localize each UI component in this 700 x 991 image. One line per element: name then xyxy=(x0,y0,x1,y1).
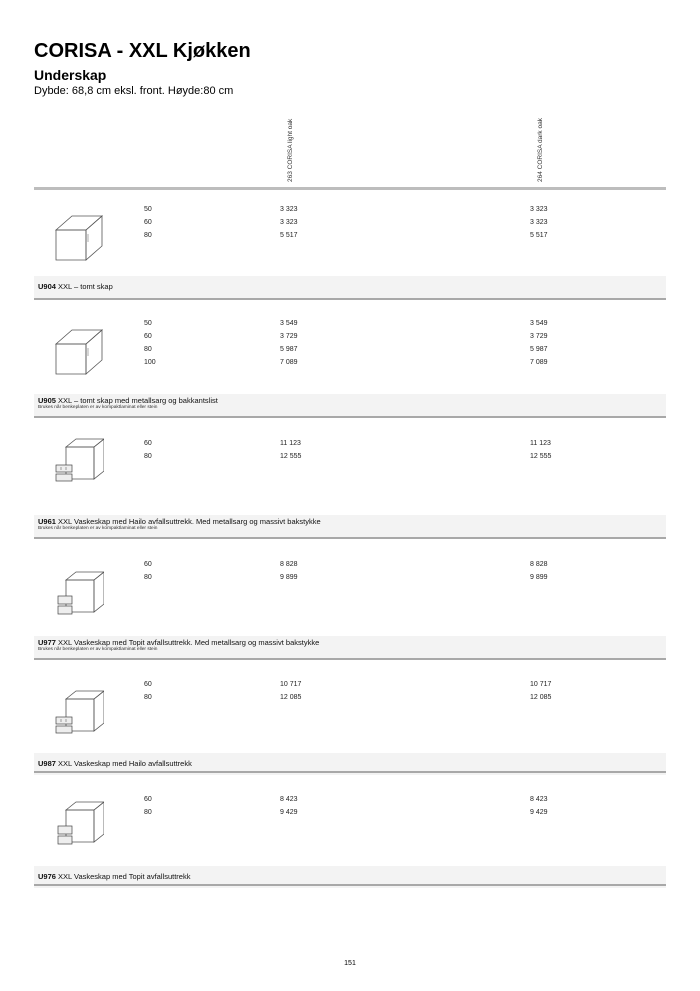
product-name: XXL Vaskeskap med Hailo avfallsuttrekk. Med metallsarg og massivt bakstykke xyxy=(55,517,321,526)
price-dark-oak: 12 085 xyxy=(530,694,552,701)
product-section-u905 xyxy=(34,310,666,420)
section-divider xyxy=(34,416,666,418)
price-light-oak: 9 429 xyxy=(280,809,298,816)
product-section-u976 xyxy=(34,786,666,890)
price-light-oak: 3 323 xyxy=(280,219,298,226)
price-light-oak: 3 323 xyxy=(280,206,298,213)
price-dark-oak: 8 423 xyxy=(530,796,548,803)
product-name: XXL – tomt skap xyxy=(55,282,113,291)
product-caption xyxy=(38,517,321,526)
price-light-oak: 5 987 xyxy=(280,346,298,353)
price-light-oak: 12 085 xyxy=(280,694,302,701)
width-value: 50 xyxy=(144,320,152,327)
width-value: 60 xyxy=(144,796,152,803)
price-light-oak: 3 549 xyxy=(280,320,298,327)
price-light-oak: 11 123 xyxy=(280,440,301,447)
caption-background xyxy=(34,276,666,298)
price-light-oak: 5 517 xyxy=(280,232,298,239)
price-light-oak: 3 729 xyxy=(280,333,298,340)
column-header-light-oak: 263 CORISA light oak xyxy=(287,118,294,182)
price-dark-oak: 10 717 xyxy=(530,681,552,688)
product-caption xyxy=(38,396,218,405)
product-code: U904 xyxy=(38,282,56,291)
width-value: 80 xyxy=(144,574,152,581)
width-value: 80 xyxy=(144,232,152,239)
product-code: U976 xyxy=(38,872,56,881)
section-divider xyxy=(34,771,666,773)
width-value: 80 xyxy=(144,694,152,701)
section-divider xyxy=(34,298,666,300)
price-dark-oak: 3 549 xyxy=(530,320,548,327)
price-dark-oak: 12 555 xyxy=(530,453,552,460)
sink-cabinet-hailo-icon xyxy=(52,435,104,485)
width-value: 80 xyxy=(144,346,152,353)
column-header-dark-oak: 264 CORISA dark oak xyxy=(537,118,544,182)
product-code: U977 xyxy=(38,638,56,647)
section-divider xyxy=(34,658,666,660)
product-name: XXL – tomt skap med metallsarg og bakkantslist xyxy=(55,396,218,405)
width-value: 80 xyxy=(144,809,152,816)
width-value: 60 xyxy=(144,333,152,340)
product-caption xyxy=(38,282,113,291)
product-code: U961 xyxy=(38,517,56,526)
price-dark-oak: 5 517 xyxy=(530,232,548,239)
product-note: Brukes når benkeplaten er av kompaktlaminat eller stein xyxy=(38,405,158,410)
price-dark-oak: 7 089 xyxy=(530,359,548,366)
sink-cabinet-topit-icon xyxy=(52,798,104,848)
product-section-u961 xyxy=(34,431,666,541)
product-section-u977 xyxy=(34,552,666,662)
price-dark-oak: 9 899 xyxy=(530,574,548,581)
page-number: 151 xyxy=(344,960,356,967)
width-value: 60 xyxy=(144,561,152,568)
product-caption xyxy=(38,872,190,881)
product-name: XXL Vaskeskap med Topit avfallsuttrekk. Med metallsarg og massivt bakstykke xyxy=(55,638,320,647)
product-section-u987 xyxy=(34,673,666,773)
width-value: 60 xyxy=(144,219,152,226)
price-dark-oak: 3 323 xyxy=(530,219,548,226)
sink-cabinet-topit-icon xyxy=(52,568,104,618)
width-value: 50 xyxy=(144,206,152,213)
price-light-oak: 7 089 xyxy=(280,359,298,366)
page-title: CORISA - XXL Kjøkken xyxy=(34,40,251,62)
product-section-u904 xyxy=(34,190,666,300)
price-dark-oak: 11 123 xyxy=(530,440,551,447)
section-subtitle: Underskap xyxy=(34,67,107,83)
product-name: XXL Vaskeskap med Hailo avfallsuttrekk xyxy=(55,759,192,768)
section-divider xyxy=(34,884,666,886)
price-dark-oak: 3 729 xyxy=(530,333,548,340)
price-dark-oak: 9 429 xyxy=(530,809,548,816)
product-code: U905 xyxy=(38,396,56,405)
product-note: Brukes når benkeplaten er av kompaktlaminat eller stein xyxy=(38,526,158,531)
price-light-oak: 12 555 xyxy=(280,453,302,460)
price-dark-oak: 3 323 xyxy=(530,206,548,213)
product-code: U987 xyxy=(38,759,56,768)
width-value: 100 xyxy=(144,359,156,366)
price-light-oak: 8 423 xyxy=(280,796,298,803)
empty-cabinet-icon xyxy=(52,212,104,262)
price-dark-oak: 8 828 xyxy=(530,561,548,568)
product-name: XXL Vaskeskap med Topit avfallsuttrekk xyxy=(55,872,191,881)
width-value: 60 xyxy=(144,681,152,688)
product-note: Brukes når benkeplaten er av kompaktlaminat eller stein xyxy=(38,647,158,652)
width-value: 60 xyxy=(144,440,152,447)
cabinet-with-frame-icon xyxy=(52,326,104,376)
product-caption xyxy=(38,638,319,647)
dimensions-text: Dybde: 68,8 cm eksl. front. Høyde:80 cm xyxy=(34,85,234,97)
price-dark-oak: 5 987 xyxy=(530,346,548,353)
price-light-oak: 9 899 xyxy=(280,574,298,581)
price-light-oak: 8 828 xyxy=(280,561,298,568)
section-divider xyxy=(34,537,666,539)
sink-cabinet-hailo-icon xyxy=(52,687,104,737)
product-caption xyxy=(38,759,192,768)
price-light-oak: 10 717 xyxy=(280,681,302,688)
width-value: 80 xyxy=(144,453,152,460)
